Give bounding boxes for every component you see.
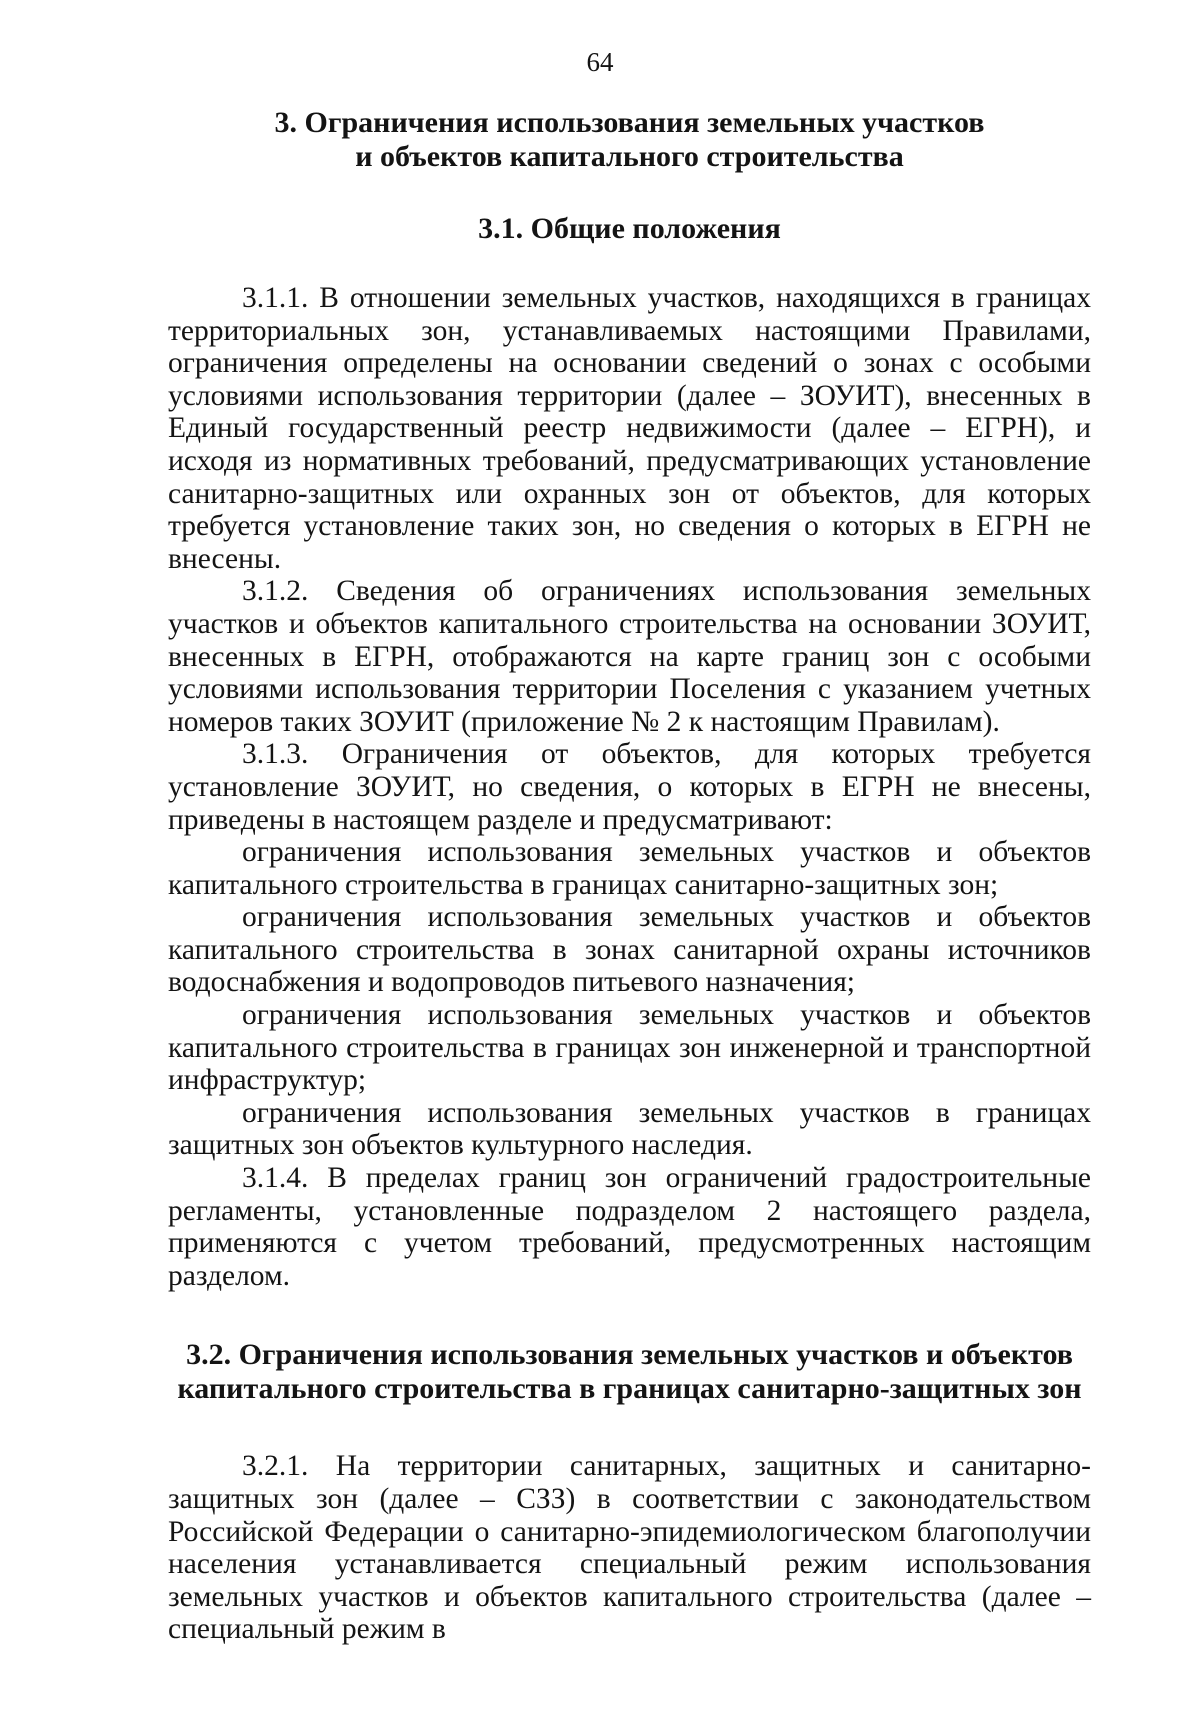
paragraph-3-1-4: 3.1.4. В пределах границ зон ограничений градостроительные регламенты, установленные подразделом 2 настоящего раздела, применяются с учетом требований, предусмотренных настоящим разделом. (168, 1162, 1091, 1292)
subsection-3-1-heading: 3.1. Общие положения (478, 212, 781, 245)
list-item-cultural-heritage: ограничения использования земельных участков в границах защитных зон объектов культурного наследия. (168, 1096, 1091, 1162)
subsection-3-2-heading-line-2: капитального строительства в границах санитарно-защитных зон (177, 1372, 1082, 1406)
page-number: 64 (586, 47, 614, 77)
subsection-3-2-heading (168, 1338, 1091, 1406)
paragraph-3-1-3: 3.1.3. Ограничения от объектов, для которых требуется установление ЗОУИТ, но сведения, о которых в ЕГРН не внесены, приведены в настоящем разделе и предусматривают: (168, 738, 1091, 836)
paragraph-3-1-1: 3.1.1. В отношении земельных участков, находящихся в границах территориальных зон, устанавливаемых настоящими Правилами, ограничения определены на основании сведений о зонах с особыми условиями использования территории (далее – ЗОУИТ), внесенных в Единый государственный реестр недвижимости (далее – ЕГРН), и исходя из нормативных требований, предусматривающих установление санитарно-защитных или охранных зон от объектов, для которых требуется установление таких зон, но сведения о которых в ЕГРН не внесены. (168, 282, 1091, 575)
section-3-heading-line-1: 3. Ограничения использования земельных участков (274, 106, 985, 139)
section-3-heading-line-2: и объектов капитального строительства (355, 140, 904, 173)
section-3-heading (168, 106, 1091, 174)
paragraph-3-2-1: 3.2.1. На территории санитарных, защитных и санитарно-защитных зон (далее – СЗЗ) в соответствии с законодательством Российской Федерации о санитарно-эпидемиологическом благополучии населения устанавливается специальный режим использования земельных участков и объектов капитального строительства (далее – специальный режим в (168, 1450, 1091, 1646)
list-item-sanitary-zones: ограничения использования земельных участков и объектов капитального строительства в границах санитарно-защитных зон; (168, 836, 1091, 901)
page-content (168, 106, 1091, 1646)
subsection-3-2-heading-line-1: 3.2. Ограничения использования земельных участков и объектов (186, 1338, 1073, 1372)
list-item-water-protection: ограничения использования земельных участков и объектов капитального строительства в зонах санитарной охраны источников водоснабжения и водопроводов питьевого назначения; (168, 901, 1091, 999)
list-item-infrastructure-zones: ограничения использования земельных участков и объектов капитального строительства в границах зон инженерной и транспортной инфраструктур; (168, 999, 1091, 1097)
paragraph-3-1-2: 3.1.2. Сведения об ограничениях использования земельных участков и объектов капитального строительства на основании ЗОУИТ, внесенных в ЕГРН, отображаются на карте границ зон с особыми условиями использования территории Поселения с указанием учетных номеров таких ЗОУИТ (приложение № 2 к настоящим Правилам). (168, 575, 1091, 738)
